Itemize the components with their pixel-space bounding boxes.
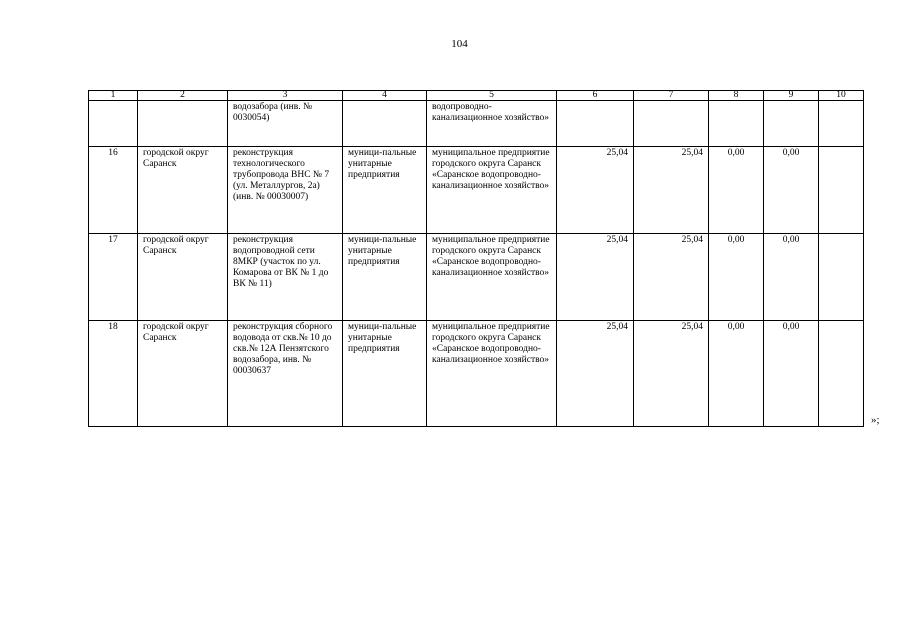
row-number-cell: 17 (89, 234, 138, 321)
organization-type-cell: муници-пальные унитарные предприятия (343, 234, 427, 321)
value-cell-9 (764, 101, 819, 147)
object-name-cell: реконструкция технологического трубопровода ВНС № 7 (ул. Металлургов, 2а) (инв. № 00030007) (228, 147, 343, 234)
value-cell-9: 0,00 (764, 147, 819, 234)
row-number-cell (89, 101, 138, 147)
row-number-cell: 16 (89, 147, 138, 234)
column-header: 4 (343, 91, 427, 101)
closing-quote-mark: »; (871, 414, 880, 426)
value-cell-9: 0,00 (764, 321, 819, 427)
organization-type-cell (343, 101, 427, 147)
territory-cell: городской округ Саранск (138, 234, 228, 321)
column-number-header-row (89, 91, 864, 101)
table-row (89, 321, 864, 427)
organization-name-cell: водопроводно-канализационное хозяйство» (427, 101, 557, 147)
data-table (88, 90, 864, 427)
value-cell-10 (819, 321, 864, 427)
organization-name-cell: муниципальное предприятие городского округа Саранск «Саранское водопроводно-канализационное хозяйство» (427, 234, 557, 321)
column-header: 5 (427, 91, 557, 101)
value-cell-6: 25,04 (557, 234, 634, 321)
column-header: 2 (138, 91, 228, 101)
value-cell-8: 0,00 (709, 147, 764, 234)
value-cell-7: 25,04 (634, 147, 709, 234)
row-number-cell: 18 (89, 321, 138, 427)
column-header: 8 (709, 91, 764, 101)
column-header: 7 (634, 91, 709, 101)
value-cell-7: 25,04 (634, 234, 709, 321)
organization-name-cell: муниципальное предприятие городского округа Саранск «Саранское водопроводно-канализационное хозяйство» (427, 147, 557, 234)
object-name-cell: реконструкция сборного водовода от скв.№ 10 до скв.№ 12А Пензятского водозабора, инв. № 00030637 (228, 321, 343, 427)
value-cell-6 (557, 101, 634, 147)
value-cell-8 (709, 101, 764, 147)
value-cell-6: 25,04 (557, 321, 634, 427)
continuation-row (89, 101, 864, 147)
territory-cell: городской округ Саранск (138, 321, 228, 427)
value-cell-7: 25,04 (634, 321, 709, 427)
table-row (89, 147, 864, 234)
object-name-cell: реконструкция водопроводной сети 8МКР (участок по ул. Комарова от ВК № 1 до ВК № 11) (228, 234, 343, 321)
column-header: 3 (228, 91, 343, 101)
object-name-cell: водозабора (инв. № 0030054) (228, 101, 343, 147)
organization-type-cell: муници-пальные унитарные предприятия (343, 147, 427, 234)
page-number: 104 (451, 38, 468, 50)
organization-type-cell: муници-пальные унитарные предприятия (343, 321, 427, 427)
value-cell-8: 0,00 (709, 321, 764, 427)
value-cell-9: 0,00 (764, 234, 819, 321)
organization-name-cell: муниципальное предприятие городского округа Саранск «Саранское водопроводно-канализационное хозяйство» (427, 321, 557, 427)
territory-cell: городской округ Саранск (138, 147, 228, 234)
column-header: 9 (764, 91, 819, 101)
territory-cell (138, 101, 228, 147)
value-cell-6: 25,04 (557, 147, 634, 234)
column-header: 6 (557, 91, 634, 101)
value-cell-7 (634, 101, 709, 147)
value-cell-10 (819, 234, 864, 321)
column-header: 10 (819, 91, 864, 101)
value-cell-8: 0,00 (709, 234, 764, 321)
column-header: 1 (89, 91, 138, 101)
value-cell-10 (819, 101, 864, 147)
table-row (89, 234, 864, 321)
value-cell-10 (819, 147, 864, 234)
